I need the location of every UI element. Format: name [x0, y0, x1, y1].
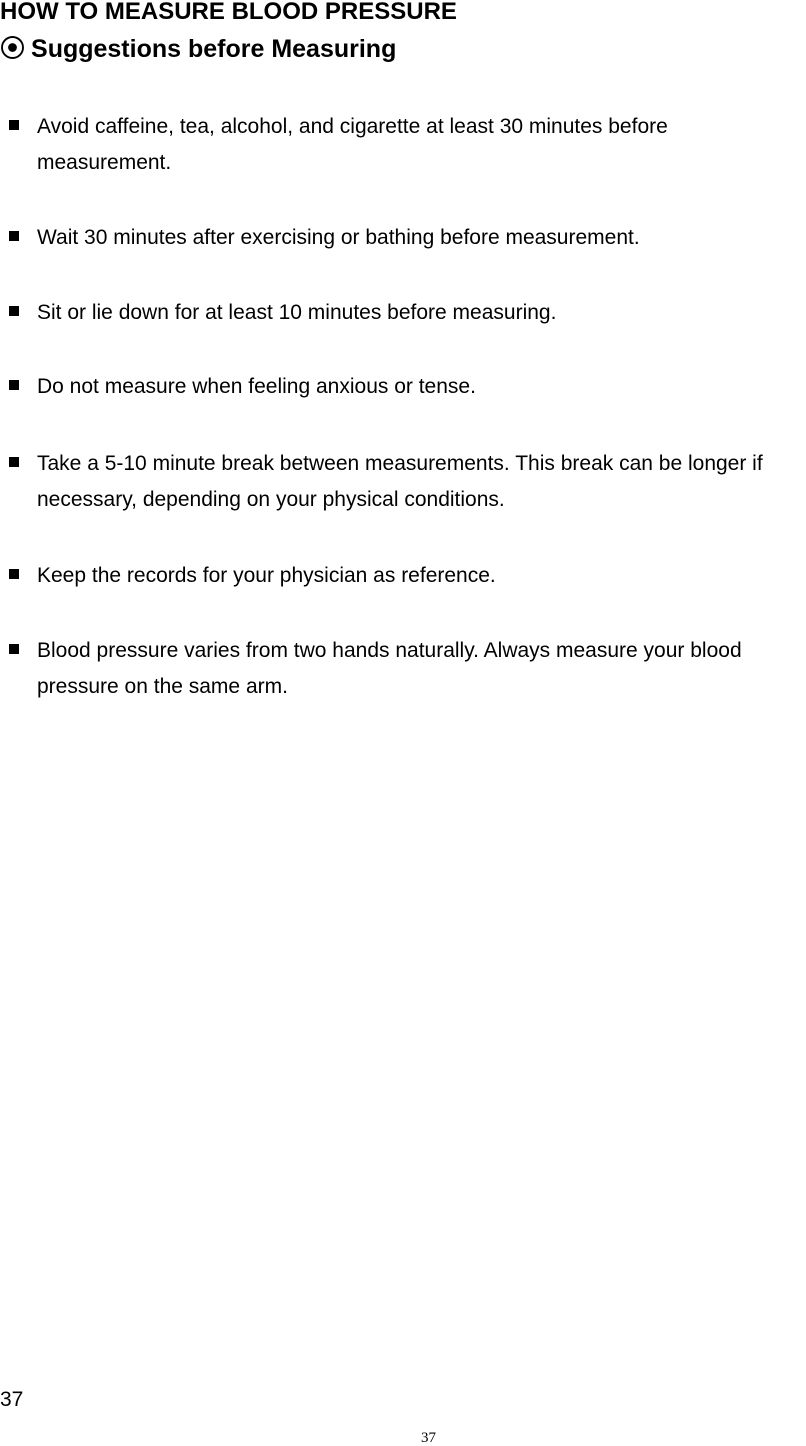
list-item-text: Sit or lie down for at least 10 minutes before measuring.	[37, 301, 557, 324]
square-bullet-icon	[9, 457, 19, 467]
square-bullet-icon	[9, 644, 19, 654]
square-bullet-icon	[9, 306, 19, 316]
list-item-text: Take a 5-10 minute break between measurements. This break can be longer if necessary, depending on your physical conditions.	[37, 452, 763, 511]
circled-dot-icon: ⦿	[0, 35, 26, 63]
section-heading-text: Suggestions before Measuring	[31, 35, 397, 63]
list-item-text: Wait 30 minutes after exercising or bathing before measurement.	[37, 226, 640, 249]
suggestions-list	[0, 0, 806, 720]
square-bullet-icon	[9, 120, 19, 130]
page-title: HOW TO MEASURE BLOOD PRESSURE	[0, 0, 457, 25]
page-footer-number: 37	[421, 1430, 436, 1446]
list-item-text: Avoid caffeine, tea, alcohol, and cigarette at least 30 minutes before measurement.	[37, 115, 668, 174]
list-item-text: Keep the records for your physician as reference.	[37, 564, 496, 587]
square-bullet-icon	[9, 569, 19, 579]
list-item-text: Blood pressure varies from two hands naturally. Always measure your blood pressure on the same arm.	[37, 639, 742, 698]
list-item-text: Do not measure when feeling anxious or tense.	[37, 375, 476, 398]
square-bullet-icon	[9, 380, 19, 390]
square-bullet-icon	[9, 231, 19, 241]
page-number-label: 37	[0, 1388, 24, 1411]
